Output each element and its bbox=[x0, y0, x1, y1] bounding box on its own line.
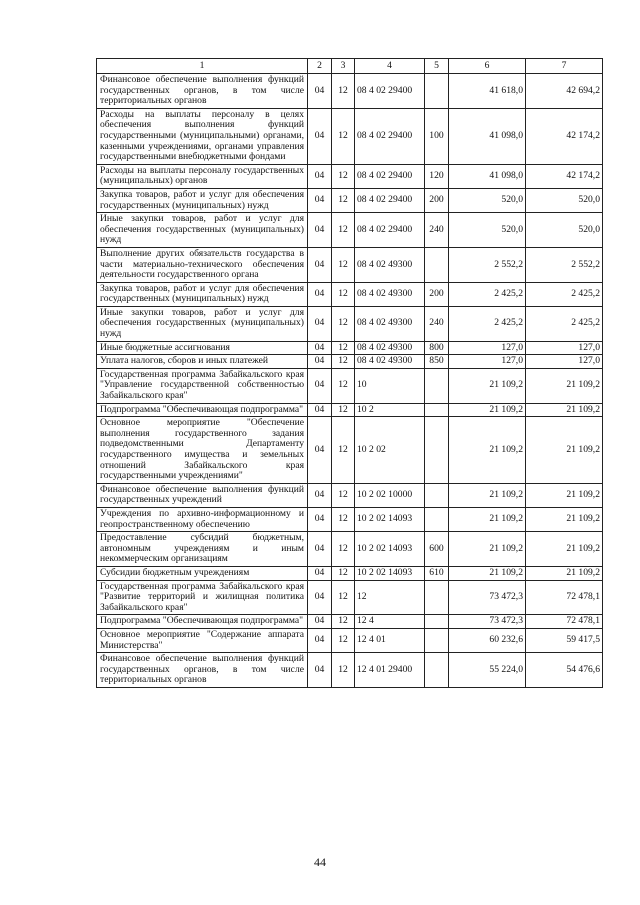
row-target-code: 10 2 02 10000 bbox=[355, 483, 425, 507]
row-amount-year-2: 21 109,2 bbox=[526, 507, 603, 531]
row-expense-type: 200 bbox=[425, 282, 449, 306]
row-name: Иные закупки товаров, работ и услуг для обеспечения государственных (муниципальных) нужд bbox=[97, 306, 308, 341]
table-row bbox=[97, 580, 603, 615]
row-name: Иные закупки товаров, работ и услуг для обеспечения государственных (муниципальных) нужд bbox=[97, 213, 308, 248]
row-name: Расходы на выплаты персоналу государственных (муниципальных) органов bbox=[97, 164, 308, 188]
row-expense-type bbox=[425, 247, 449, 282]
row-section: 04 bbox=[308, 580, 332, 615]
row-amount-year-1: 41 098,0 bbox=[449, 164, 526, 188]
row-subsection: 12 bbox=[332, 615, 355, 629]
row-amount-year-2: 42 694,2 bbox=[526, 74, 603, 109]
row-target-code: 08 4 02 29400 bbox=[355, 164, 425, 188]
table-header-row bbox=[97, 59, 603, 74]
row-amount-year-1: 21 109,2 bbox=[449, 417, 526, 484]
header-col-1: 1 bbox=[97, 59, 308, 74]
row-amount-year-2: 21 109,2 bbox=[526, 566, 603, 580]
row-subsection: 12 bbox=[332, 74, 355, 109]
row-name: Расходы на выплаты персоналу в целях обеспечения выполнения функций государственными (муниципальными) органами, казенными учреждениями, органами управления государственными внебюджетными фондами bbox=[97, 108, 308, 164]
row-expense-type bbox=[425, 368, 449, 403]
row-amount-year-2: 2 425,2 bbox=[526, 306, 603, 341]
table-row bbox=[97, 566, 603, 580]
row-amount-year-2: 42 174,2 bbox=[526, 164, 603, 188]
row-amount-year-2: 21 109,2 bbox=[526, 483, 603, 507]
row-target-code: 10 bbox=[355, 368, 425, 403]
row-section: 04 bbox=[308, 247, 332, 282]
row-name: Основное мероприятие "Обеспечение выполнения государственного задания подведомственными Департаменту государственного имущества и земельных отношений Забайкальского края государственными учреждениями" bbox=[97, 417, 308, 484]
header-col-6: 6 bbox=[449, 59, 526, 74]
page-number: 44 bbox=[314, 855, 326, 869]
row-subsection: 12 bbox=[332, 306, 355, 341]
row-amount-year-2: 520,0 bbox=[526, 188, 603, 212]
row-section: 04 bbox=[308, 653, 332, 688]
row-amount-year-1: 2 425,2 bbox=[449, 306, 526, 341]
row-target-code: 08 4 02 49300 bbox=[355, 355, 425, 369]
table-row bbox=[97, 188, 603, 212]
table-row bbox=[97, 355, 603, 369]
budget-table bbox=[96, 58, 603, 688]
table-row bbox=[97, 164, 603, 188]
row-amount-year-1: 55 224,0 bbox=[449, 653, 526, 688]
row-subsection: 12 bbox=[332, 483, 355, 507]
row-amount-year-2: 127,0 bbox=[526, 355, 603, 369]
row-expense-type: 610 bbox=[425, 566, 449, 580]
row-target-code: 08 4 02 49300 bbox=[355, 341, 425, 355]
row-name: Уплата налогов, сборов и иных платежей bbox=[97, 355, 308, 369]
header-col-7: 7 bbox=[526, 59, 603, 74]
row-target-code: 08 4 02 29400 bbox=[355, 213, 425, 248]
row-target-code: 10 2 02 14093 bbox=[355, 532, 425, 567]
table-row bbox=[97, 507, 603, 531]
table-row bbox=[97, 417, 603, 484]
row-section: 04 bbox=[308, 615, 332, 629]
table-row bbox=[97, 532, 603, 567]
row-amount-year-1: 41 098,0 bbox=[449, 108, 526, 164]
row-subsection: 12 bbox=[332, 403, 355, 417]
row-subsection: 12 bbox=[332, 417, 355, 484]
row-target-code: 10 2 02 14093 bbox=[355, 507, 425, 531]
header-col-3: 3 bbox=[332, 59, 355, 74]
row-subsection: 12 bbox=[332, 628, 355, 652]
row-section: 04 bbox=[308, 566, 332, 580]
row-section: 04 bbox=[308, 417, 332, 484]
row-amount-year-1: 21 109,2 bbox=[449, 532, 526, 567]
row-amount-year-2: 127,0 bbox=[526, 341, 603, 355]
row-expense-type bbox=[425, 483, 449, 507]
row-subsection: 12 bbox=[332, 653, 355, 688]
row-name: Закупка товаров, работ и услуг для обеспечения государственных (муниципальных) нужд bbox=[97, 282, 308, 306]
row-expense-type: 120 bbox=[425, 164, 449, 188]
row-amount-year-2: 54 476,6 bbox=[526, 653, 603, 688]
row-target-code: 12 4 01 29400 bbox=[355, 653, 425, 688]
row-expense-type bbox=[425, 417, 449, 484]
row-target-code: 08 4 02 49300 bbox=[355, 247, 425, 282]
row-amount-year-2: 2 425,2 bbox=[526, 282, 603, 306]
row-section: 04 bbox=[308, 306, 332, 341]
row-subsection: 12 bbox=[332, 282, 355, 306]
row-target-code: 08 4 02 49300 bbox=[355, 306, 425, 341]
row-expense-type bbox=[425, 653, 449, 688]
row-target-code: 08 4 02 29400 bbox=[355, 188, 425, 212]
row-name: Учреждения по архивно-информационному и геопространственному обеспечению bbox=[97, 507, 308, 531]
row-name: Финансовое обеспечение выполнения функций государственных органов, в том числе территориальных органов bbox=[97, 653, 308, 688]
row-expense-type: 850 bbox=[425, 355, 449, 369]
row-expense-type bbox=[425, 74, 449, 109]
row-subsection: 12 bbox=[332, 580, 355, 615]
row-name: Выполнение других обязательств государства в части материально-технического обеспечения деятельности государственного органа bbox=[97, 247, 308, 282]
row-section: 04 bbox=[308, 507, 332, 531]
row-expense-type bbox=[425, 628, 449, 652]
header-col-4: 4 bbox=[355, 59, 425, 74]
row-amount-year-2: 520,0 bbox=[526, 213, 603, 248]
row-subsection: 12 bbox=[332, 566, 355, 580]
table-row bbox=[97, 247, 603, 282]
table-row bbox=[97, 108, 603, 164]
row-subsection: 12 bbox=[332, 213, 355, 248]
row-section: 04 bbox=[308, 628, 332, 652]
row-section: 04 bbox=[308, 483, 332, 507]
row-amount-year-1: 520,0 bbox=[449, 213, 526, 248]
row-name: Государственная программа Забайкальского края "Развитие территорий и жилищная политика Забайкальского края" bbox=[97, 580, 308, 615]
row-target-code: 10 2 02 14093 bbox=[355, 566, 425, 580]
row-amount-year-1: 41 618,0 bbox=[449, 74, 526, 109]
row-name: Предоставление субсидий бюджетным, автономным учреждениям и иным некоммерческим организациям bbox=[97, 532, 308, 567]
row-section: 04 bbox=[308, 188, 332, 212]
row-name: Иные бюджетные ассигнования bbox=[97, 341, 308, 355]
row-target-code: 12 4 bbox=[355, 615, 425, 629]
row-amount-year-2: 42 174,2 bbox=[526, 108, 603, 164]
row-target-code: 12 4 01 bbox=[355, 628, 425, 652]
row-subsection: 12 bbox=[332, 532, 355, 567]
row-amount-year-1: 21 109,2 bbox=[449, 507, 526, 531]
row-amount-year-2: 21 109,2 bbox=[526, 417, 603, 484]
row-subsection: 12 bbox=[332, 164, 355, 188]
table-row bbox=[97, 213, 603, 248]
row-section: 04 bbox=[308, 355, 332, 369]
row-amount-year-1: 21 109,2 bbox=[449, 368, 526, 403]
header-col-2: 2 bbox=[308, 59, 332, 74]
table-row bbox=[97, 653, 603, 688]
row-amount-year-2: 59 417,5 bbox=[526, 628, 603, 652]
row-name: Подпрограмма "Обеспечивающая подпрограмма" bbox=[97, 403, 308, 417]
table-row bbox=[97, 341, 603, 355]
row-subsection: 12 bbox=[332, 355, 355, 369]
budget-table-sheet bbox=[96, 58, 602, 688]
row-expense-type bbox=[425, 403, 449, 417]
row-amount-year-1: 73 472,3 bbox=[449, 580, 526, 615]
row-expense-type bbox=[425, 580, 449, 615]
row-expense-type: 240 bbox=[425, 213, 449, 248]
row-expense-type bbox=[425, 507, 449, 531]
row-name: Подпрограмма "Обеспечивающая подпрограмма" bbox=[97, 615, 308, 629]
row-amount-year-2: 21 109,2 bbox=[526, 368, 603, 403]
table-row bbox=[97, 403, 603, 417]
row-section: 04 bbox=[308, 213, 332, 248]
table-row bbox=[97, 483, 603, 507]
row-subsection: 12 bbox=[332, 188, 355, 212]
table-row bbox=[97, 628, 603, 652]
row-amount-year-2: 21 109,2 bbox=[526, 403, 603, 417]
row-name: Закупка товаров, работ и услуг для обеспечения государственных (муниципальных) нужд bbox=[97, 188, 308, 212]
row-section: 04 bbox=[308, 108, 332, 164]
row-target-code: 08 4 02 29400 bbox=[355, 108, 425, 164]
row-amount-year-1: 21 109,2 bbox=[449, 483, 526, 507]
row-amount-year-1: 21 109,2 bbox=[449, 566, 526, 580]
row-section: 04 bbox=[308, 282, 332, 306]
row-amount-year-2: 72 478,1 bbox=[526, 615, 603, 629]
row-amount-year-1: 520,0 bbox=[449, 188, 526, 212]
row-amount-year-1: 2 552,2 bbox=[449, 247, 526, 282]
row-amount-year-1: 127,0 bbox=[449, 355, 526, 369]
row-amount-year-1: 73 472,3 bbox=[449, 615, 526, 629]
row-subsection: 12 bbox=[332, 507, 355, 531]
row-name: Субсидии бюджетным учреждениям bbox=[97, 566, 308, 580]
row-expense-type bbox=[425, 615, 449, 629]
row-subsection: 12 bbox=[332, 341, 355, 355]
row-target-code: 10 2 02 bbox=[355, 417, 425, 484]
table-row bbox=[97, 615, 603, 629]
table-row bbox=[97, 74, 603, 109]
table-body bbox=[97, 74, 603, 688]
row-section: 04 bbox=[308, 74, 332, 109]
row-subsection: 12 bbox=[332, 247, 355, 282]
row-name: Финансовое обеспечение выполнения функций государственных учреждений bbox=[97, 483, 308, 507]
row-expense-type: 240 bbox=[425, 306, 449, 341]
row-section: 04 bbox=[308, 403, 332, 417]
row-amount-year-1: 2 425,2 bbox=[449, 282, 526, 306]
row-name: Государственная программа Забайкальского края "Управление государственной собственностью Забайкальского края" bbox=[97, 368, 308, 403]
row-section: 04 bbox=[308, 341, 332, 355]
table-row bbox=[97, 368, 603, 403]
row-name: Финансовое обеспечение выполнения функций государственных органов, в том числе территориальных органов bbox=[97, 74, 308, 109]
row-amount-year-2: 72 478,1 bbox=[526, 580, 603, 615]
row-name: Основное мероприятие "Содержание аппарата Министерства" bbox=[97, 628, 308, 652]
row-expense-type: 600 bbox=[425, 532, 449, 567]
row-amount-year-1: 127,0 bbox=[449, 341, 526, 355]
row-expense-type: 100 bbox=[425, 108, 449, 164]
table-row bbox=[97, 306, 603, 341]
header-col-5: 5 bbox=[425, 59, 449, 74]
row-section: 04 bbox=[308, 532, 332, 567]
row-subsection: 12 bbox=[332, 108, 355, 164]
table-row bbox=[97, 282, 603, 306]
row-section: 04 bbox=[308, 368, 332, 403]
row-target-code: 08 4 02 49300 bbox=[355, 282, 425, 306]
row-expense-type: 800 bbox=[425, 341, 449, 355]
row-expense-type: 200 bbox=[425, 188, 449, 212]
row-amount-year-2: 21 109,2 bbox=[526, 532, 603, 567]
row-section: 04 bbox=[308, 164, 332, 188]
row-amount-year-2: 2 552,2 bbox=[526, 247, 603, 282]
row-subsection: 12 bbox=[332, 368, 355, 403]
row-amount-year-1: 21 109,2 bbox=[449, 403, 526, 417]
row-target-code: 08 4 02 29400 bbox=[355, 74, 425, 109]
row-amount-year-1: 60 232,6 bbox=[449, 628, 526, 652]
row-target-code: 12 bbox=[355, 580, 425, 615]
row-target-code: 10 2 bbox=[355, 403, 425, 417]
